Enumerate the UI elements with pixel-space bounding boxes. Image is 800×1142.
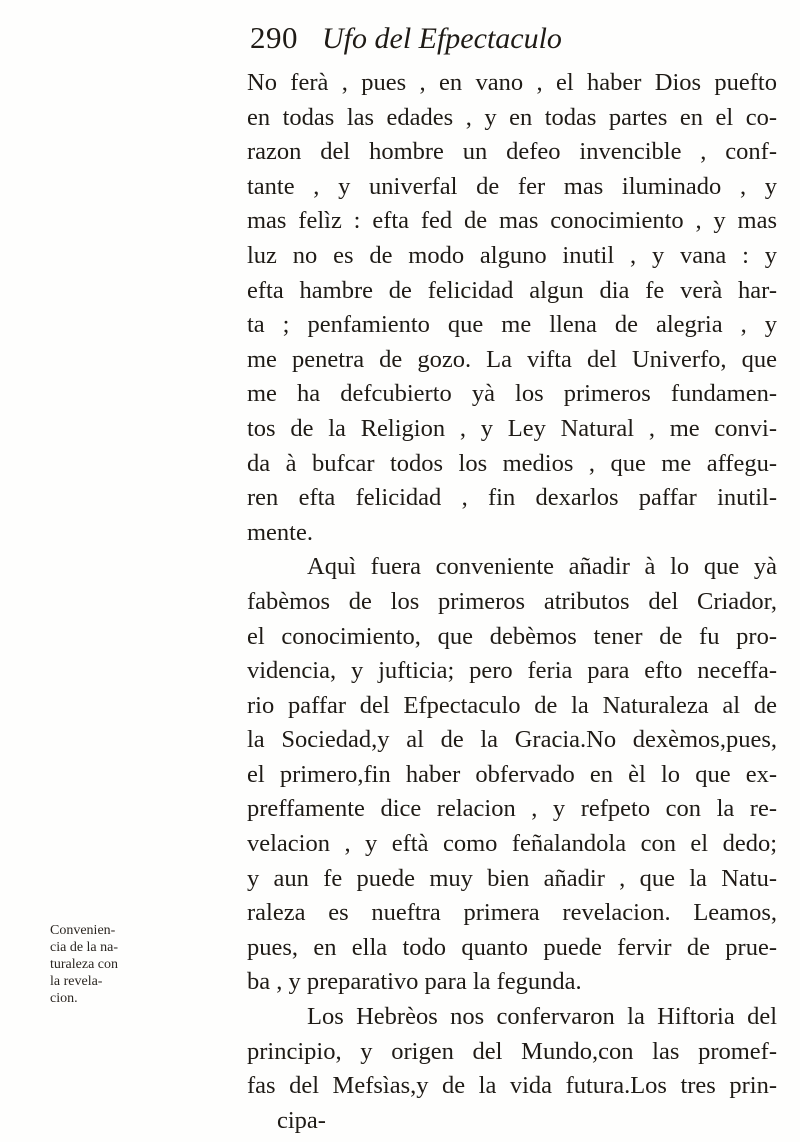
body-text <box>247 66 777 1138</box>
text-line: ren efta felicidad , fin dexarlos paffar inutil- <box>247 484 777 512</box>
marginal-note <box>50 922 150 1007</box>
text-line: principio, y origen del Mundo,con las promef- <box>247 1037 777 1065</box>
text-line: el primero,fin haber obfervado en èl lo que ex- <box>247 760 777 788</box>
text-line: videncia, y jufticia; pero feria para efto neceffa- <box>247 657 777 685</box>
text-line: en todas las edades , y en todas partes en el co- <box>247 103 777 131</box>
text-line: fas del Mefsìas,y de la vida futura.Los tres prin- <box>247 1072 777 1100</box>
text-line: raleza es nueftra primera revelacion. Leamos, <box>247 899 777 927</box>
text-line: mente. <box>247 518 313 546</box>
text-line: Los Hebrèos nos confervaron la Hiftoria del <box>307 1003 777 1031</box>
marginal-note-line: Convenien- <box>50 923 116 938</box>
text-line: me ha defcubierto yà los primeros fundamen- <box>247 380 777 408</box>
text-line: pues, en ella todo quanto puede fervir de prue- <box>247 933 777 961</box>
text-line: rio paffar del Efpectaculo de la Naturaleza al de <box>247 691 777 719</box>
text-line: tos de la Religion , y Ley Natural , me convi- <box>247 414 777 442</box>
text-line: el conocimiento, que debèmos tener de fu pro- <box>247 622 777 650</box>
marginal-note-line: cia de la na- <box>50 940 119 955</box>
text-line: la Sociedad,y al de la Gracia.No dexèmos,pues, <box>247 726 777 754</box>
running-title: Ufo del Efpectaculo <box>322 22 562 55</box>
marginal-note-line: la revela- <box>50 974 103 989</box>
text-line: tante , y univerfal de fer mas iluminado , y <box>247 172 777 200</box>
marginal-note-line: turaleza con <box>50 957 119 972</box>
text-line: efta hambre de felicidad algun dia fe verà har- <box>247 276 777 304</box>
text-line: y aun fe puede muy bien añadir , que la Natu- <box>247 864 777 892</box>
text-line: Aquì fuera conveniente añadir à lo que yà <box>307 553 777 581</box>
text-line: me penetra de gozo. La vifta del Univerfo, que <box>247 345 777 373</box>
text-line: mas felìz : efta fed de mas conocimiento , y mas <box>247 207 777 235</box>
text-line: preffamente dice relacion , y refpeto con la re- <box>247 795 777 823</box>
marginal-note-line: cion. <box>50 991 78 1006</box>
text-line: ta ; penfamiento que me llena de alegria , y <box>247 311 777 339</box>
text-line: da à bufcar todos los medios , que me affegu- <box>247 449 777 477</box>
text-line: cipa- <box>277 1106 326 1134</box>
text-line: velacion , y eftà como feñalandola con el dedo; <box>247 830 777 858</box>
page-header <box>250 20 770 64</box>
text-line: No ferà , pues , en vano , el haber Dios puefto <box>247 69 777 96</box>
page-number: 290 <box>250 20 298 55</box>
text-line: razon del hombre un defeo invencible , conf- <box>247 138 777 166</box>
text-line: ba , y preparativo para la fegunda. <box>247 968 582 996</box>
text-line: luz no es de modo alguno inutil , y vana : y <box>247 241 777 269</box>
text-line: fabèmos de los primeros atributos del Criador, <box>247 587 777 615</box>
